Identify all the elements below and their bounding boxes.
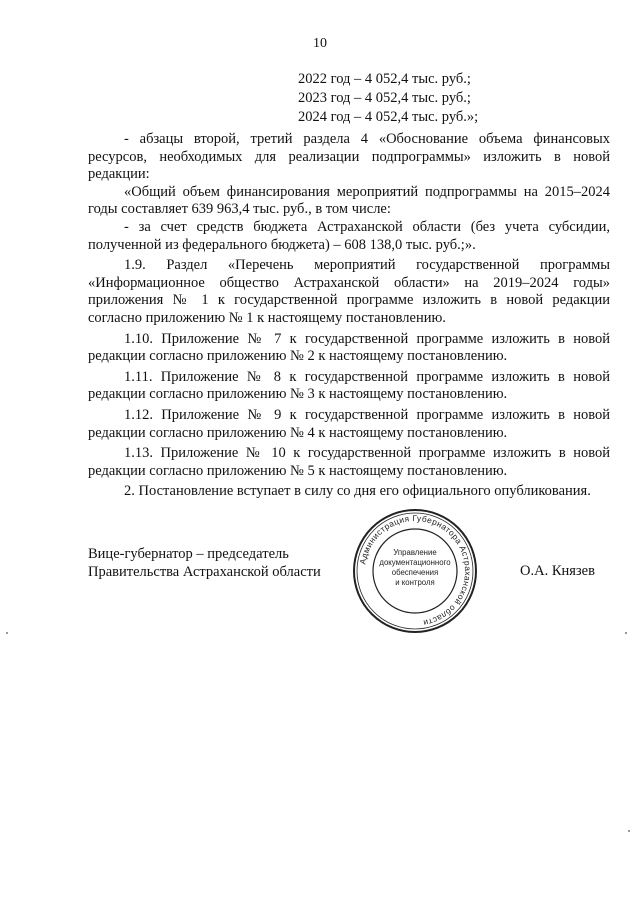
budget-line: 2023 год – 4 052,4 тыс. руб.; [298, 90, 471, 106]
seal-center-line: обеспечения [391, 568, 439, 577]
paragraph-1-12: 1.12. Приложение № 9 к государственной программе изложить в новой редакции согласно приложению № 4 к настоящему постановлению. [88, 406, 610, 441]
paragraph-1-10: 1.10. Приложение № 7 к государственной программе изложить в новой редакции согласно приложению № 2 к настоящему постановлению. [88, 330, 610, 365]
signatory-name: О.А. Князев [520, 563, 595, 579]
seal-center-text [352, 548, 478, 588]
paragraph-section4-amendment: - абзацы второй, третий раздела 4 «Обоснование объема финансовых ресурсов, необходимых для реализации подпрограммы» изложить в новой редакции: [88, 131, 610, 183]
seal-center-line: и контроля [395, 578, 435, 587]
paragraph-1-11: 1.11. Приложение № 8 к государственной программе изложить в новой редакции согласно приложению № 3 к настоящему постановлению. [88, 368, 610, 403]
seal-ring-text: Администрация Губернатора Астраханской области [357, 512, 474, 629]
paragraph-regional-budget: - за счет средств бюджета Астраханской области (без учета субсидии, полученной из федерального бюджета) – 608 138,0 тыс. руб.;». [88, 218, 610, 253]
signatory-title-line: Правительства Астраханской области [88, 563, 321, 580]
scan-speck [628, 830, 630, 832]
scan-speck [6, 632, 8, 634]
signatory-title-line: Вице-губернатор – председатель [88, 546, 289, 562]
signatory-title [88, 546, 321, 581]
paragraph-2-effective-date: 2. Постановление вступает в силу со дня его официального опубликования. [124, 483, 591, 500]
paragraph-1-13: 1.13. Приложение № 10 к государственной программе изложить в новой редакции согласно приложению № 5 к настоящему постановлению. [88, 445, 610, 479]
scan-speck [625, 632, 627, 634]
official-seal [352, 508, 478, 634]
paragraph-1-9: 1.9. Раздел «Перечень мероприятий государственной программы «Информационное общество Астраханской области» на 2019–2024 годы» приложения № 1 к государственной программе изложить в новой редакции согласно приложению № 1 к настоящему постановлению. [88, 257, 610, 326]
paragraph-total-funding: «Общий объем финансирования мероприятий подпрограммы на 2015–2024 годы составляет 639 963,4 тыс. руб., в том числе: [88, 183, 610, 218]
seal-center-line: Управление [393, 548, 437, 557]
budget-line: 2022 год – 4 052,4 тыс. руб.; [298, 71, 471, 87]
page-number: 10 [313, 36, 327, 51]
document-body [88, 131, 610, 501]
budget-line: 2024 год – 4 052,4 тыс. руб.»; [298, 109, 479, 125]
seal-center-line: документационного [379, 558, 451, 567]
budget-years-list [298, 70, 478, 127]
